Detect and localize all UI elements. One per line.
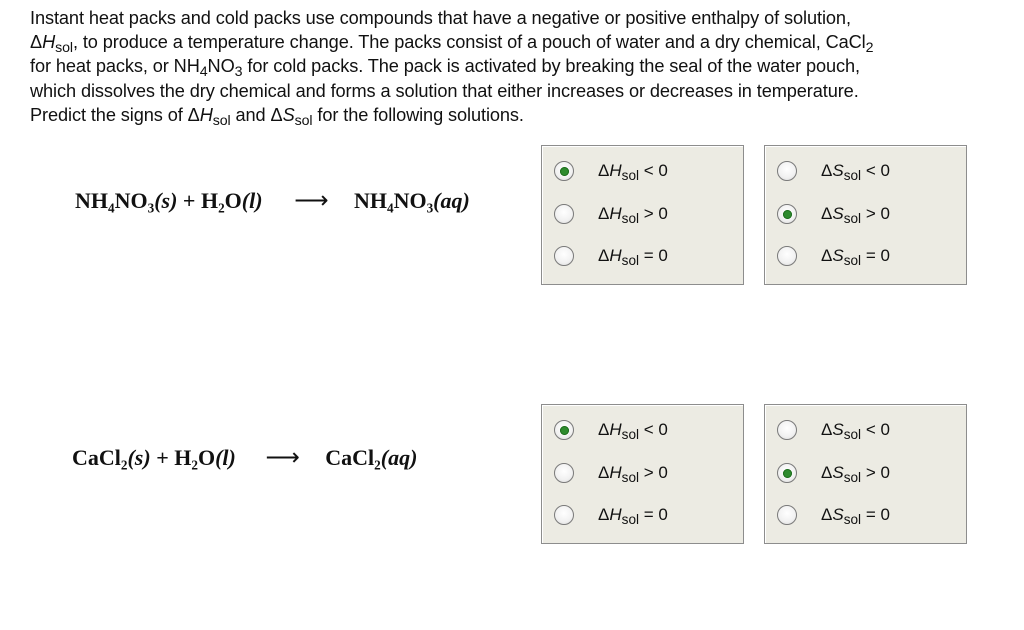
entropy-option-positive[interactable] xyxy=(777,460,890,486)
radio-unselected-icon[interactable] xyxy=(554,505,574,525)
enthalpy-symbol: H xyxy=(609,246,622,265)
radio-selected-icon[interactable] xyxy=(777,204,797,224)
radio-unselected-icon[interactable] xyxy=(777,505,797,525)
prompt-text: for cold packs. The pack is activated by breaking the seal of the water pouch, xyxy=(242,56,860,77)
relation-text: < 0 xyxy=(639,161,668,180)
subscript: 4 xyxy=(108,200,115,216)
relation-text: = 0 xyxy=(639,505,668,524)
plus-sign: + xyxy=(177,188,201,213)
enthalpy-symbol: H xyxy=(42,32,56,53)
relation-text: > 0 xyxy=(861,204,890,223)
entropy-symbol: S xyxy=(832,420,844,439)
formula-part: CaCl xyxy=(325,445,375,470)
enthalpy-symbol: H xyxy=(609,505,622,524)
radio-selected-icon[interactable] xyxy=(554,420,574,440)
entropy-choices-2 xyxy=(764,404,967,544)
subscript: sol xyxy=(621,253,640,269)
prompt-line-2 xyxy=(30,30,1005,57)
entropy-symbol: S xyxy=(832,463,844,482)
relation-text: > 0 xyxy=(639,204,668,223)
prompt-line-1: Instant heat packs and cold packs use compounds that have a negative or positive enthalpy of solution, xyxy=(30,8,851,28)
subscript: 2 xyxy=(218,200,225,216)
subscript: sol xyxy=(843,253,862,269)
entropy-option-negative[interactable] xyxy=(777,417,890,443)
subscript: 3 xyxy=(234,64,243,81)
subscript: 3 xyxy=(426,200,434,216)
enthalpy-option-label xyxy=(598,204,668,227)
reaction-arrow-icon: ⟶ xyxy=(294,186,329,214)
enthalpy-option-label xyxy=(598,463,668,486)
subscript: sol xyxy=(621,512,640,528)
enthalpy-choices-2 xyxy=(541,404,744,544)
delta-symbol: Δ xyxy=(598,161,610,180)
prompt-line-3 xyxy=(30,54,1005,81)
prompt-text: and Δ xyxy=(230,104,283,125)
relation-text: = 0 xyxy=(861,246,890,265)
delta-symbol: Δ xyxy=(598,420,610,439)
delta-symbol: Δ xyxy=(821,463,833,482)
phase-label: (l) xyxy=(215,445,236,470)
subscript: sol xyxy=(843,512,862,528)
entropy-symbol: S xyxy=(832,246,844,265)
equation-ammonium-nitrate xyxy=(75,186,470,214)
question-prompt xyxy=(30,6,1005,127)
subscript: 2 xyxy=(120,457,128,473)
enthalpy-option-positive[interactable] xyxy=(554,460,668,486)
delta-symbol: Δ xyxy=(821,246,833,265)
delta-symbol: Δ xyxy=(598,246,610,265)
entropy-option-label xyxy=(821,246,890,269)
entropy-option-label xyxy=(821,204,890,227)
enthalpy-symbol: H xyxy=(609,204,622,223)
delta-symbol: Δ xyxy=(821,505,833,524)
entropy-option-negative[interactable] xyxy=(777,158,890,184)
subscript: sol xyxy=(294,112,313,129)
subscript: sol xyxy=(621,211,640,227)
formula-part: H xyxy=(174,445,192,470)
enthalpy-option-label xyxy=(598,420,668,443)
relation-text: < 0 xyxy=(861,161,890,180)
delta-symbol: Δ xyxy=(598,463,610,482)
radio-unselected-icon[interactable] xyxy=(554,204,574,224)
subscript: 3 xyxy=(147,200,155,216)
subscript: sol xyxy=(212,112,231,129)
delta-symbol: Δ xyxy=(821,204,833,223)
delta-symbol: Δ xyxy=(821,420,833,439)
radio-unselected-icon[interactable] xyxy=(554,246,574,266)
phase-label: (aq) xyxy=(380,445,418,470)
delta-symbol: Δ xyxy=(821,161,833,180)
enthalpy-symbol: H xyxy=(609,420,622,439)
subscript: sol xyxy=(55,40,73,57)
enthalpy-option-positive[interactable] xyxy=(554,201,668,227)
radio-unselected-icon[interactable] xyxy=(777,161,797,181)
entropy-symbol: S xyxy=(832,505,844,524)
relation-text: > 0 xyxy=(639,463,668,482)
entropy-option-label xyxy=(821,420,890,443)
subscript: 4 xyxy=(199,64,208,81)
formula-part: NH xyxy=(75,188,108,213)
subscript: sol xyxy=(843,211,862,227)
subscript: 2 xyxy=(865,40,874,57)
radio-selected-icon[interactable] xyxy=(554,161,574,181)
enthalpy-option-zero[interactable] xyxy=(554,502,668,528)
entropy-option-label xyxy=(821,463,890,486)
equation-calcium-chloride xyxy=(72,443,417,471)
enthalpy-symbol: H xyxy=(199,104,213,125)
enthalpy-choices-1 xyxy=(541,145,744,285)
formula-part: O xyxy=(224,188,242,213)
subscript: sol xyxy=(621,427,640,443)
subscript: sol xyxy=(843,427,862,443)
phase-label: (aq) xyxy=(433,188,470,213)
formula-part: NO xyxy=(114,188,148,213)
plus-sign: + xyxy=(150,445,175,470)
formula-part: NH xyxy=(353,188,387,213)
enthalpy-option-negative[interactable] xyxy=(554,158,668,184)
entropy-symbol: S xyxy=(832,204,844,223)
entropy-option-label xyxy=(821,505,890,528)
prompt-text: for the following solutions. xyxy=(312,104,524,125)
relation-text: < 0 xyxy=(639,420,668,439)
prompt-text: Predict the signs of Δ xyxy=(30,104,200,125)
enthalpy-option-label xyxy=(598,161,668,184)
radio-unselected-icon[interactable] xyxy=(777,420,797,440)
enthalpy-option-label xyxy=(598,505,668,528)
relation-text: > 0 xyxy=(861,463,890,482)
delta-symbol: Δ xyxy=(598,505,610,524)
entropy-option-label xyxy=(821,161,890,184)
entropy-choices-1 xyxy=(764,145,967,285)
entropy-option-zero[interactable] xyxy=(777,243,890,269)
enthalpy-symbol: H xyxy=(609,463,622,482)
delta-symbol: Δ xyxy=(598,204,610,223)
phase-label: (s) xyxy=(154,188,178,213)
subscript: 2 xyxy=(191,457,198,473)
formula-part: NO xyxy=(393,188,427,213)
prompt-text: for heat packs, or NH xyxy=(30,56,200,77)
radio-unselected-icon[interactable] xyxy=(777,246,797,266)
enthalpy-option-negative[interactable] xyxy=(554,417,668,443)
prompt-line-4: which dissolves the dry chemical and forms a solution that either increases or decreases in temperature. xyxy=(30,80,859,101)
enthalpy-option-zero[interactable] xyxy=(554,243,668,269)
prompt-text: NO xyxy=(207,56,235,77)
subscript: sol xyxy=(621,470,640,486)
entropy-symbol: S xyxy=(282,104,295,125)
radio-unselected-icon[interactable] xyxy=(554,463,574,483)
radio-selected-icon[interactable] xyxy=(777,463,797,483)
relation-text: = 0 xyxy=(861,505,890,524)
subscript: sol xyxy=(621,168,640,184)
subscript: 4 xyxy=(386,200,394,216)
relation-text: < 0 xyxy=(861,420,890,439)
entropy-symbol: S xyxy=(832,161,844,180)
subscript: 2 xyxy=(374,457,381,473)
formula-part: H xyxy=(200,188,219,213)
delta-symbol: Δ xyxy=(30,32,43,53)
subscript: sol xyxy=(843,470,862,486)
enthalpy-symbol: H xyxy=(609,161,622,180)
enthalpy-option-label xyxy=(598,246,668,269)
formula-part: CaCl xyxy=(72,445,121,470)
reaction-arrow-icon: ⟶ xyxy=(265,443,300,471)
formula-part: O xyxy=(197,445,216,470)
subscript: sol xyxy=(843,168,862,184)
entropy-option-zero[interactable] xyxy=(777,502,890,528)
relation-text: = 0 xyxy=(639,246,668,265)
phase-label: (l) xyxy=(241,188,263,213)
entropy-option-positive[interactable] xyxy=(777,201,890,227)
prompt-text: , to produce a temperature change. The packs consist of a pouch of water and a dry chemical, CaCl xyxy=(72,32,866,53)
prompt-line-5 xyxy=(30,103,1005,127)
phase-label: (s) xyxy=(127,445,151,470)
